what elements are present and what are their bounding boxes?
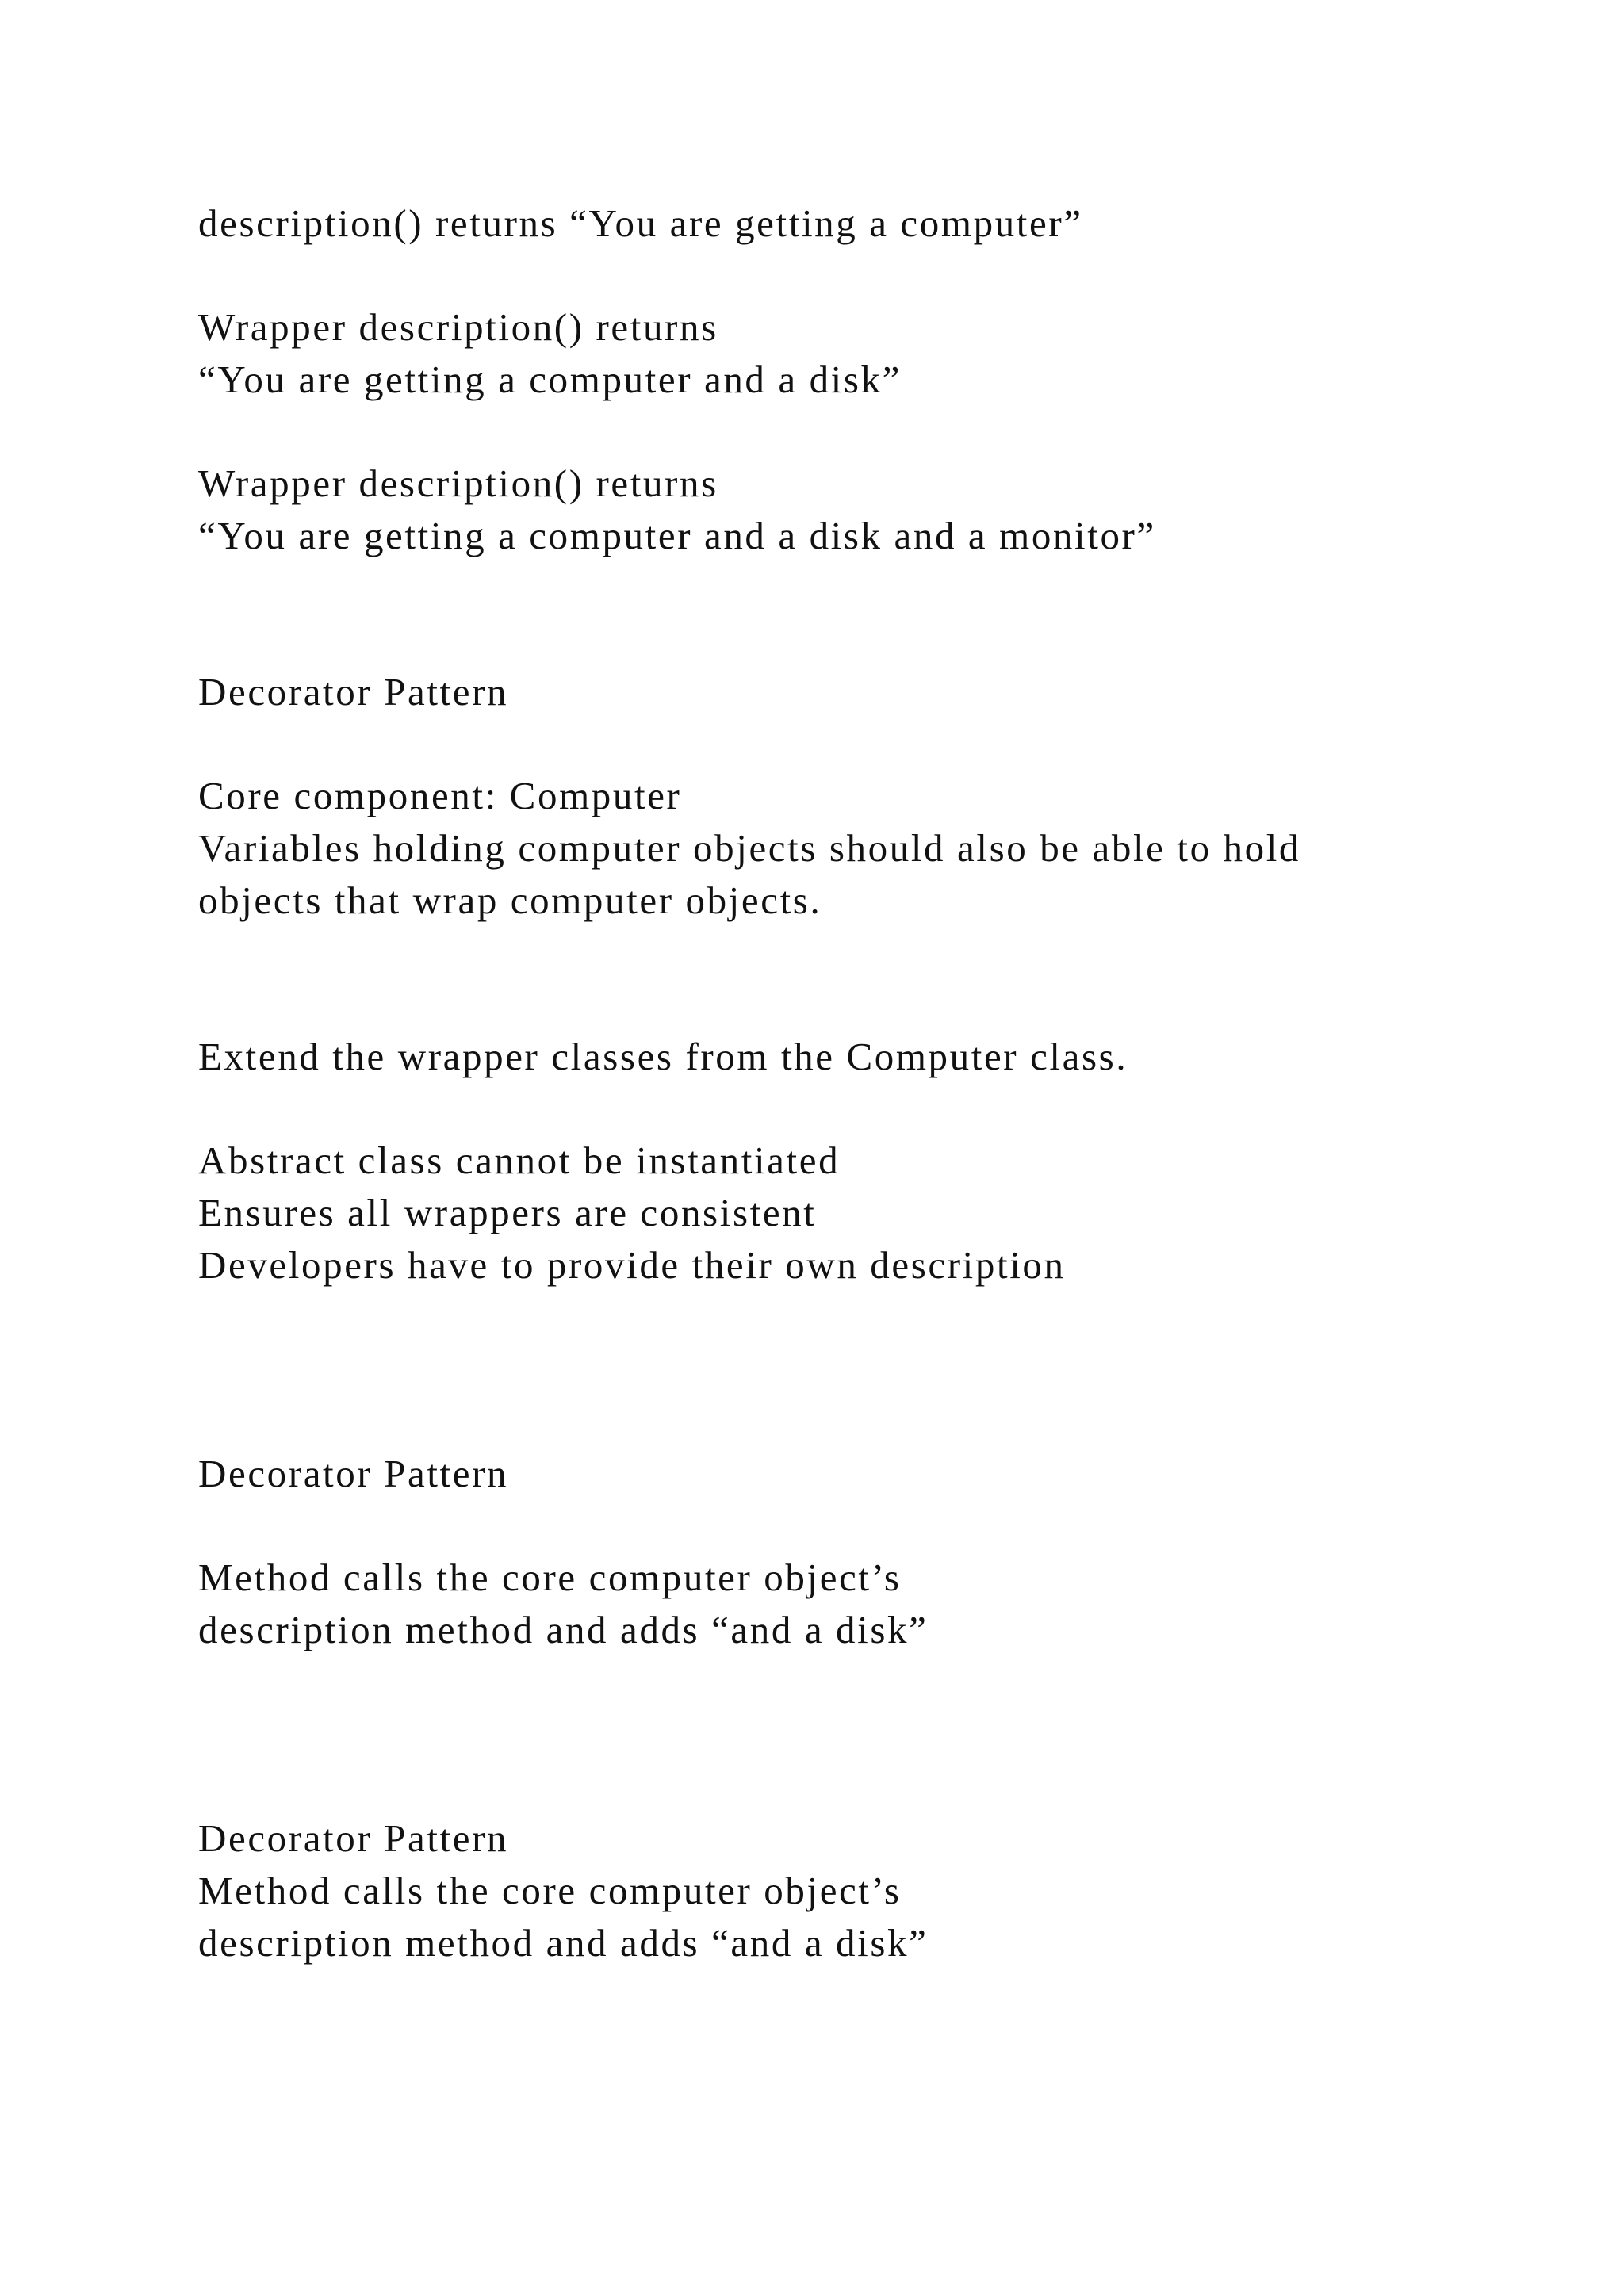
- text-line: Variables holding computer objects should also be able to hold: [198, 826, 1301, 870]
- text-line: Method calls the core computer object’s: [198, 1869, 902, 1912]
- section-heading: Decorator Pattern: [198, 670, 509, 714]
- section-heading: Decorator Pattern: [198, 1816, 509, 1860]
- text-line: description() returns “You are getting a computer”: [198, 201, 1083, 245]
- section-heading: Decorator Pattern: [198, 1452, 509, 1495]
- text-line: Method calls the core computer object’s: [198, 1556, 902, 1599]
- text-line: Wrapper description() returns: [198, 305, 718, 349]
- text-line: “You are getting a computer and a disk”: [198, 358, 902, 401]
- text-line: Abstract class cannot be instantiated: [198, 1138, 841, 1182]
- text-line: Wrapper description() returns: [198, 461, 718, 505]
- text-line: “You are getting a computer and a disk and a monitor”: [198, 514, 1156, 557]
- text-line: objects that wrap computer objects.: [198, 878, 822, 922]
- text-line: description method and adds “and a disk”: [198, 1608, 929, 1651]
- text-line: description method and adds “and a disk”: [198, 1921, 929, 1965]
- text-line: Ensures all wrappers are consistent: [198, 1191, 817, 1234]
- text-line: Extend the wrapper classes from the Computer class.: [198, 1035, 1128, 1078]
- text-line: Developers have to provide their own description: [198, 1243, 1066, 1287]
- text-line: Core component: Computer: [198, 774, 682, 817]
